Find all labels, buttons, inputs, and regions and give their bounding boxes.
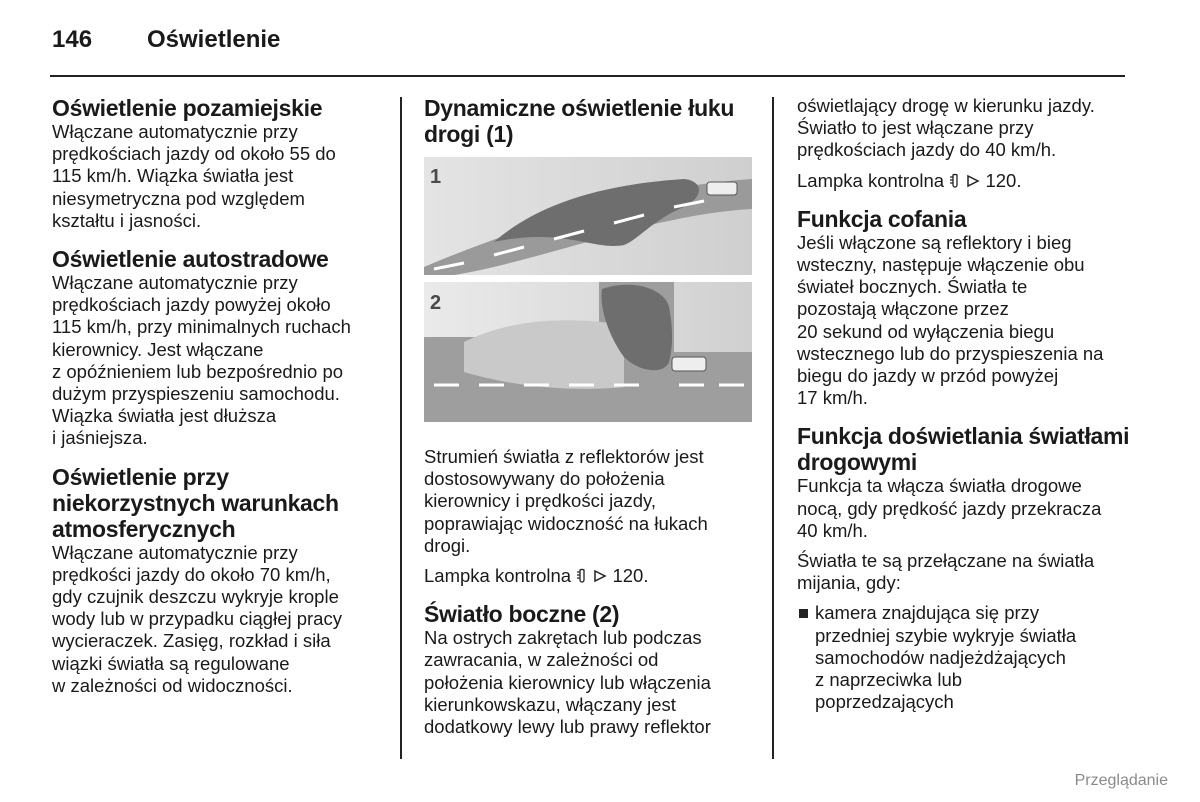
paragraph-high-beam-assist bbox=[797, 475, 1132, 542]
text-line: pozostają włączone przez bbox=[797, 298, 1009, 320]
paragraph-reverse-function bbox=[797, 232, 1132, 410]
text-line: położenia kierownicy lub włączenia bbox=[424, 671, 711, 693]
curve-light-indicator-icon bbox=[576, 568, 588, 584]
text-line: wycieraczek. Zasięg, rozkład i siła bbox=[52, 630, 331, 652]
heading-line: niekorzystnych warunkach bbox=[52, 489, 339, 516]
text-line: przedniej szybie wykryje światła bbox=[815, 624, 1077, 646]
panel-1-label: 1 bbox=[430, 166, 442, 188]
text-line: 115 km/h. Wiązka światła jest bbox=[52, 165, 294, 187]
section-heading-reverse-function: Funkcja cofania bbox=[797, 205, 967, 232]
section-heading-motorway-lighting: Oświetlenie autostradowe bbox=[52, 246, 329, 273]
paragraph-motorway-lighting bbox=[52, 272, 382, 450]
text-line: kamera znajdująca się przy bbox=[815, 602, 1040, 624]
text-line: wody lub w przypadku ciągłej pracy bbox=[52, 608, 342, 630]
column-2 bbox=[424, 95, 754, 738]
indicator-label: Lampka kontrolna bbox=[424, 565, 572, 587]
indicator-label: Lampka kontrolna bbox=[797, 169, 945, 191]
indicator-reference bbox=[797, 170, 1132, 192]
text-line: prędkościach jazdy powyżej około bbox=[52, 294, 331, 316]
text-line: kierownicy. Jest włączane bbox=[52, 338, 264, 360]
text-line: dużym przyspieszeniu samochodu. bbox=[52, 383, 340, 405]
text-line: drogi. bbox=[424, 534, 471, 556]
column-divider-1 bbox=[400, 97, 402, 759]
curve-light-indicator-icon bbox=[949, 173, 961, 189]
text-line: kierunkowskazu, włączany jest bbox=[424, 693, 676, 715]
heading-line: atmosferycznych bbox=[52, 515, 236, 542]
illustration-svg bbox=[424, 157, 752, 422]
text-line: Funkcja ta włącza światła drogowe bbox=[797, 475, 1082, 497]
section-heading-high-beam-assist bbox=[797, 423, 1132, 475]
square-bullet-icon bbox=[799, 609, 808, 618]
text-line: z naprzeciwka lub bbox=[815, 669, 963, 691]
text-line: z opóźnieniem lub bezpośrednio po bbox=[52, 360, 344, 382]
heading-line: drogowymi bbox=[797, 449, 917, 476]
text-line: i jaśniejsza. bbox=[52, 427, 148, 449]
section-heading-side-light: Światło boczne (2) bbox=[424, 601, 620, 628]
text-line: Jeśli włączone są reflektory i bieg bbox=[797, 231, 1072, 253]
text-line: Światło to jest włączane przy bbox=[797, 117, 1034, 139]
text-line: prędkościach jazdy od około 55 do bbox=[52, 143, 336, 165]
text-line: 20 sekund od wyłączenia biegu bbox=[797, 320, 1055, 342]
text-line: mijania, gdy: bbox=[797, 572, 901, 594]
text-line: Włączane automatycznie przy bbox=[52, 121, 298, 142]
text-line: Włączane automatycznie przy bbox=[52, 272, 298, 294]
paragraph-rural-lighting bbox=[52, 121, 382, 232]
text-line: Wiązka światła jest dłuższa bbox=[52, 405, 277, 427]
heading-line: drogi (1) bbox=[424, 121, 514, 147]
text-line: biegu do jazdy w przód powyżej bbox=[797, 365, 1059, 387]
text-line: niesymetryczna pod względem bbox=[52, 187, 305, 209]
page-title: Oświetlenie bbox=[147, 26, 281, 53]
page-reference-link[interactable]: 120. bbox=[985, 169, 1022, 191]
text-line: poprzedzających bbox=[815, 691, 954, 713]
text-line: poprawiając widoczność na łukach bbox=[424, 512, 708, 534]
section-heading-rural-lighting: Oświetlenie pozamiejskie bbox=[52, 95, 323, 121]
text-line: oświetlający drogę w kierunku jazdy. bbox=[797, 95, 1095, 116]
paragraph-curve-lighting bbox=[424, 446, 754, 557]
heading-line: Oświetlenie przy bbox=[52, 463, 229, 490]
curve-lighting-illustration bbox=[424, 157, 752, 422]
text-line: 115 km/h, przy minimalnych ruchach bbox=[52, 316, 351, 338]
paragraph-bad-weather-lighting bbox=[52, 542, 382, 697]
page-reference-arrow-icon[interactable] bbox=[966, 173, 980, 189]
heading-line: Dynamiczne oświetlenie łuku bbox=[424, 95, 735, 121]
page-reference-arrow-icon[interactable] bbox=[593, 568, 607, 584]
text-line: 40 km/h. bbox=[797, 519, 868, 541]
list-item bbox=[797, 602, 1132, 713]
text-line: kształtu i jasności. bbox=[52, 209, 202, 231]
text-line: dostosowywany do położenia bbox=[424, 468, 665, 490]
text-line: kierownicy i prędkości jazdy, bbox=[424, 490, 657, 512]
indicator-reference bbox=[424, 565, 754, 587]
text-line: Światła te są przełączane na światła bbox=[797, 550, 1095, 572]
text-line: samochodów nadjeżdżających bbox=[815, 646, 1066, 668]
text-line: nocą, gdy prędkość jazdy przekracza bbox=[797, 497, 1102, 519]
text-line: zawracania, w zależności od bbox=[424, 649, 659, 671]
text-line: gdy czujnik deszczu wykryje krople bbox=[52, 586, 339, 608]
paragraph-side-light-continued bbox=[797, 95, 1132, 162]
section-heading-dynamic-curve-lighting bbox=[424, 95, 754, 147]
text-line: w zależności od widoczności. bbox=[52, 674, 293, 696]
panel-1-car bbox=[707, 182, 737, 195]
text-line: 17 km/h. bbox=[797, 387, 868, 409]
text-line: dodatkowy lewy lub prawy reflektor bbox=[424, 716, 711, 738]
browse-link[interactable]: Przeglądanie bbox=[1074, 772, 1168, 789]
header-rule bbox=[50, 75, 1125, 77]
text-line: wiązki światła są regulowane bbox=[52, 652, 290, 674]
section-heading-bad-weather-lighting bbox=[52, 464, 382, 542]
column-3 bbox=[797, 95, 1132, 713]
paragraph-side-light bbox=[424, 627, 754, 738]
paragraph-switch-conditions bbox=[797, 550, 1132, 594]
text-line: wsteczny, następuje włączenie obu bbox=[797, 254, 1085, 276]
page-reference-link[interactable]: 120. bbox=[612, 565, 649, 587]
text-line: wstecznego lub do przyspieszenia na bbox=[797, 342, 1104, 364]
text-line: prędkościach jazdy do 40 km/h. bbox=[797, 139, 1057, 161]
column-1 bbox=[52, 95, 382, 697]
page-number: 146 bbox=[52, 26, 93, 53]
text-line: świateł bocznych. Światła te bbox=[797, 276, 1028, 298]
text-line: Na ostrych zakrętach lub podczas bbox=[424, 627, 702, 649]
text-line: Włączane automatycznie przy bbox=[52, 541, 298, 563]
text-line: prędkości jazdy do około 70 km/h, bbox=[52, 563, 331, 585]
column-divider-2 bbox=[772, 97, 774, 759]
text-line: Strumień światła z reflektorów jest bbox=[424, 446, 704, 467]
heading-line: Funkcja doświetlania światłami bbox=[797, 423, 1130, 450]
panel-2-car bbox=[672, 357, 706, 371]
panel-2-label: 2 bbox=[430, 292, 442, 314]
